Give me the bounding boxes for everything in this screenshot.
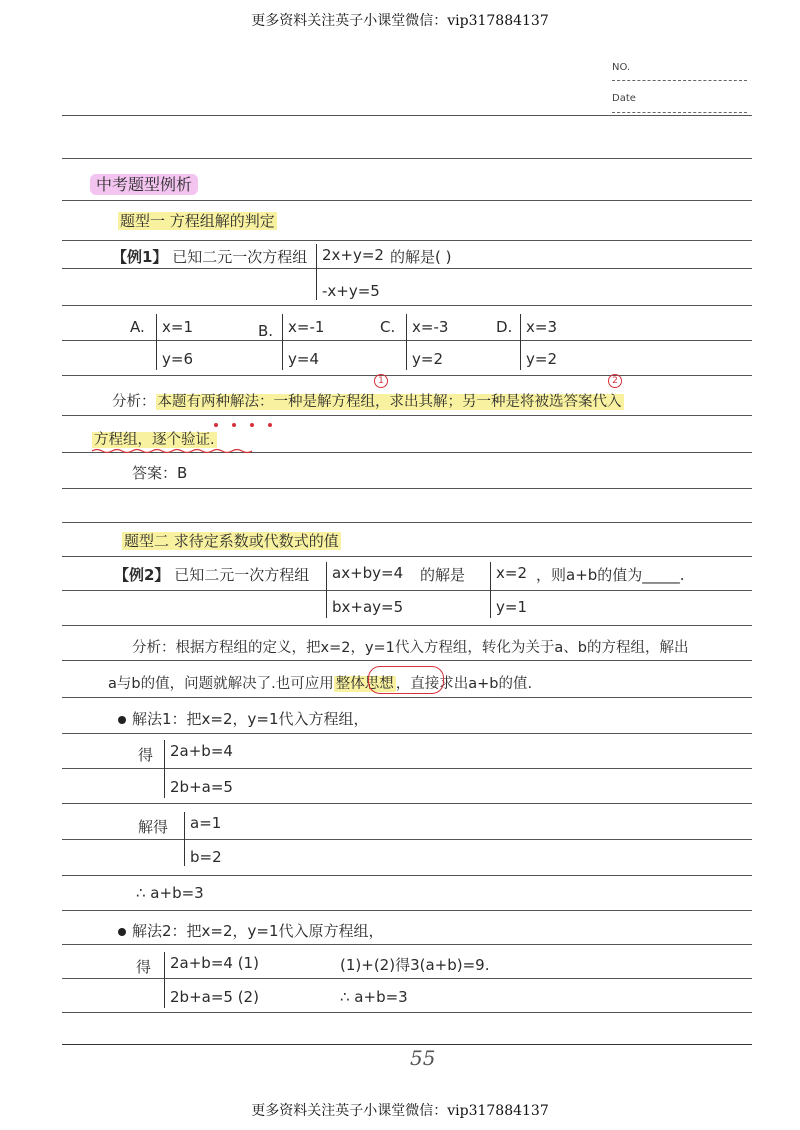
option-a-x: x=1 <box>162 318 193 336</box>
analysis2-line1: 分析：根据方程组的定义，把x=2，y=1代入方程组，转化为关于a、b的方程组，解出 <box>132 640 689 656</box>
method1-sol2: b=2 <box>190 848 222 866</box>
type2-heading: 题型二 求待定系数或代数式的值 <box>124 532 339 550</box>
example2-eq1: ax+by=4 <box>332 564 404 582</box>
footer-watermark: 更多资料关注英子小课堂微信：vip317884137 <box>251 1103 549 1119</box>
option-c-y: y=2 <box>412 350 443 368</box>
header-watermark: 更多资料关注英子小课堂微信：vip317884137 <box>251 13 549 29</box>
example2-mid: 的解是 <box>420 566 466 584</box>
date-dashline <box>612 112 747 113</box>
option-c-x: x=-3 <box>412 318 449 336</box>
method1-sol1: a=1 <box>190 814 222 832</box>
example2-brace <box>326 562 327 618</box>
method2-result: ∴ a+b=3 <box>340 988 408 1006</box>
answer-1: 答案：B <box>132 464 188 482</box>
bullet-dot <box>118 716 126 724</box>
page-number: 55 <box>410 1046 436 1070</box>
example1-label: 【例1】 <box>112 248 168 266</box>
option-b-label: B. <box>258 322 274 340</box>
option-d-brace <box>520 314 521 370</box>
no-label: NO. <box>612 62 631 73</box>
example1-tail: 的解是( ) <box>390 248 452 266</box>
method2-step: (1)+(2)得3(a+b)=9. <box>340 956 490 974</box>
example2-sol1: x=2 <box>496 564 527 582</box>
analysis1-line1: 本题有两种解法：一种是解方程组，求出其解；另一种是将被选答案代入 <box>157 394 622 410</box>
example2-sol2: y=1 <box>496 598 527 616</box>
example1-brace <box>316 244 317 300</box>
circled-mark-1: 1 <box>374 374 388 388</box>
analysis2-line2b: ，直接求出a+b的值. <box>395 676 533 692</box>
red-circle-annotation <box>368 666 444 694</box>
example1-eq1: 2x+y=2 <box>322 246 384 264</box>
option-a-label: A. <box>130 318 145 336</box>
option-b-y: y=4 <box>288 350 319 368</box>
analysis2-line2a: a与b的值，问题就解决了.也可应用 <box>108 676 334 692</box>
method2-eq1: 2a+b=4 (1) <box>170 954 259 972</box>
analysis1-line2: 方程组，逐个验证. <box>94 432 215 448</box>
method2-eq2: 2b+a=5 (2) <box>170 988 259 1006</box>
method1-brace <box>164 740 165 798</box>
circled-mark-2: 2 <box>608 374 622 388</box>
option-a-brace <box>156 314 157 370</box>
method1-jiede: 解得 <box>138 818 169 836</box>
method1-de: 得 <box>138 746 154 764</box>
analysis1-label: 分析： <box>112 394 156 410</box>
example2-label: 【例2】 <box>114 566 170 584</box>
no-dashline <box>612 80 747 81</box>
example2-text: 已知二元一次方程组 <box>174 566 310 584</box>
section-title: 中考题型例析 <box>90 174 198 195</box>
option-d-y: y=2 <box>526 350 557 368</box>
method2-brace <box>164 952 165 1008</box>
option-b-brace <box>282 314 283 370</box>
option-b-x: x=-1 <box>288 318 325 336</box>
option-c-brace <box>406 314 407 370</box>
emphasis-dots <box>214 412 286 431</box>
method1-eq2: 2b+a=5 <box>170 778 233 796</box>
bullet-dot <box>118 928 126 936</box>
red-wavy-underline <box>92 448 252 454</box>
option-d-x: x=3 <box>526 318 557 336</box>
example1-text: 已知二元一次方程组 <box>172 248 308 266</box>
example1-eq2: -x+y=5 <box>322 282 380 300</box>
analysis2-highlight: 整体思想 <box>335 676 394 692</box>
date-label: Date <box>612 93 636 104</box>
type1-heading: 题型一 方程组解的判定 <box>120 212 275 230</box>
method1-eq1: 2a+b=4 <box>170 742 233 760</box>
method2-title: 解法2：把x=2，y=1代入原方程组， <box>132 922 384 940</box>
option-c-label: C. <box>380 318 396 336</box>
method1-result: ∴ a+b=3 <box>136 884 204 902</box>
method1-sol-brace <box>184 812 185 866</box>
option-a-y: y=6 <box>162 350 193 368</box>
option-d-label: D. <box>496 318 513 336</box>
example2-tail: ，则a+b的值为_____. <box>536 566 685 584</box>
example2-eq2: bx+ay=5 <box>332 598 404 616</box>
method1-title: 解法1：把x=2，y=1代入方程组， <box>132 710 369 728</box>
example2-sol-brace <box>490 562 491 618</box>
method2-de: 得 <box>136 958 152 976</box>
